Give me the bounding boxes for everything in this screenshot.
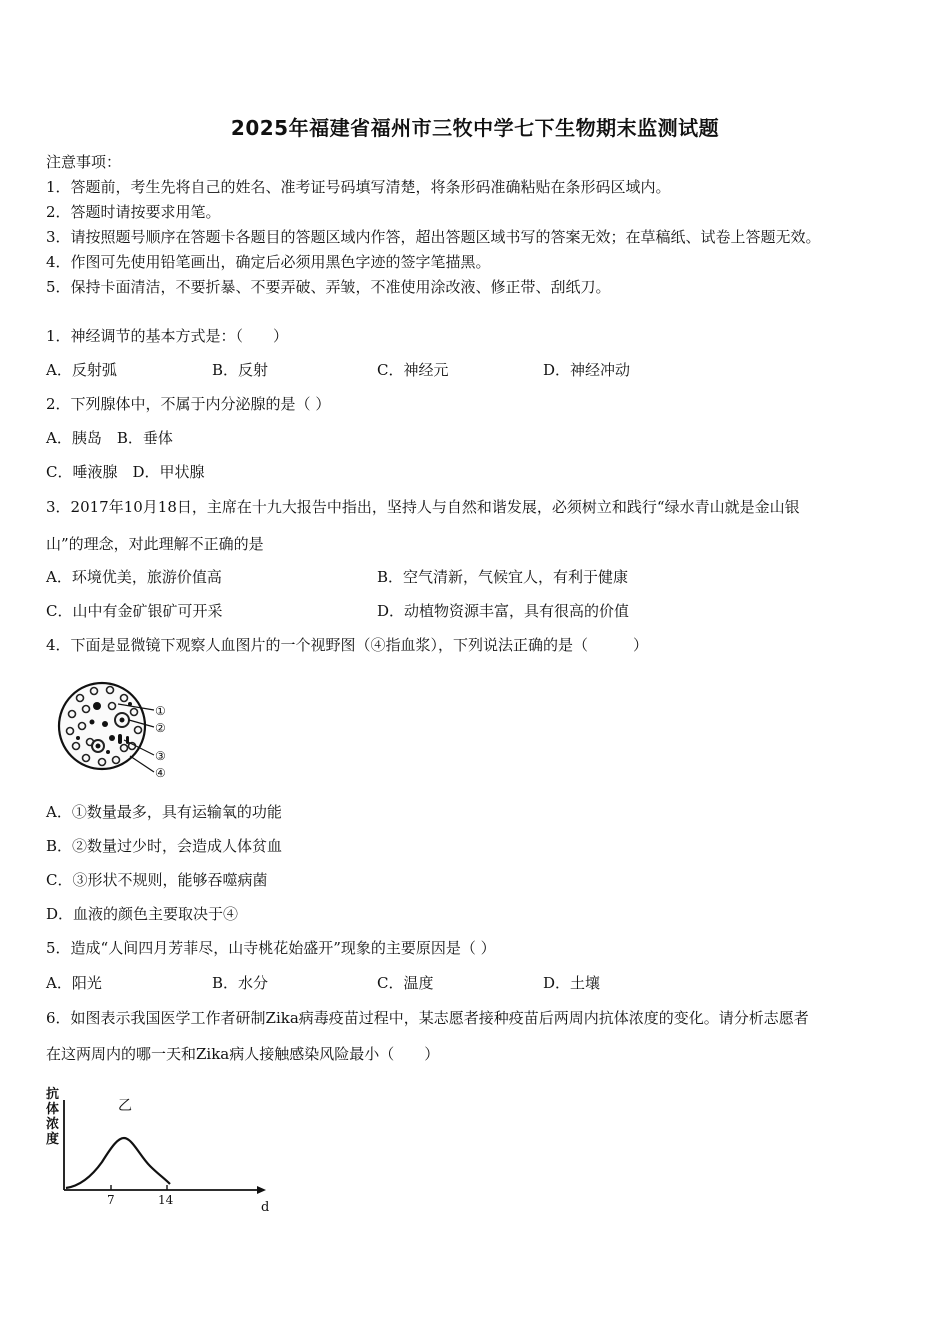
chart-ylabel-char: 度 (46, 1132, 60, 1147)
question-2-options-row1: A．胰岛 B．垂体 (46, 429, 173, 447)
question-2-options-row2: C．唾液腺 D．甲状腺 (46, 463, 205, 481)
chart-x-arrow (257, 1186, 266, 1194)
question-3-stem-line1: 3．2017年10月18日，主席在十九大报告中指出，坚持人与自然和谐发展，必须树立和践行“绿水青山就是金山银 (46, 498, 800, 516)
figure-label-1: ① (155, 704, 166, 718)
notice-item: 4．作图可先使用铅笔画出，确定后必须用黑色字迹的签字笔描黑。 (46, 253, 491, 271)
chart-x-tick-7: 7 (107, 1193, 115, 1207)
blood-smear-figure (52, 676, 182, 786)
question-5-stem: 5．造成“人间四月芳菲尽，山寺桃花始盛开”现象的主要原因是（ ） (46, 939, 496, 957)
question-1-option-a: A．反射弧 (46, 361, 117, 379)
question-1-option-d: D．神经冲动 (543, 361, 631, 379)
question-3-stem-line2: 山”的理念，对此理解不正确的是 (46, 535, 264, 553)
chart-x-tick-14: 14 (158, 1193, 174, 1207)
question-5-option-d: D．土壤 (543, 974, 601, 992)
question-5-option-a: A．阳光 (46, 974, 102, 992)
antibody-chart (40, 1080, 275, 1215)
question-6-stem-line1: 6．如图表示我国医学工作者研制Zika病毒疫苗过程中，某志愿者接种疫苗后两周内抗体浓度的变化。请分析志愿者 (46, 1009, 809, 1027)
chart-ylabel-char: 抗 (46, 1087, 60, 1102)
figure-label-4: ④ (155, 766, 166, 780)
question-1-option-b: B．反射 (212, 361, 269, 379)
question-4-option-a: A．①数量最多，具有运输氧的功能 (46, 803, 282, 821)
figure-label-2: ② (155, 721, 166, 735)
notice-item: 1．答题前，考生先将自己的姓名、准考证号码填写清楚，将条形码准确粘贴在条形码区域内。 (46, 178, 671, 196)
question-1-option-c: C．神经元 (377, 361, 449, 379)
notice-item: 5．保持卡面清洁，不要折暴、不要弄破、弄皱，不准使用涂改液、修正带、刮纸刀。 (46, 278, 611, 296)
question-3-option-d: D．动植物资源丰富，具有很高的价值 (377, 602, 630, 620)
question-5-option-b: B．水分 (212, 974, 269, 992)
question-5-option-c: C．温度 (377, 974, 434, 992)
question-4-option-d: D．血液的颜色主要取决于④ (46, 905, 239, 923)
question-3-option-a: A．环境优美，旅游价值高 (46, 568, 222, 586)
question-1-stem: 1．神经调节的基本方式是：（ ） (46, 327, 289, 345)
chart-antibody-curve (66, 1138, 170, 1188)
question-3-option-b: B．空气清新，气候宜人，有利于健康 (377, 568, 629, 586)
chart-xlabel: d (261, 1200, 270, 1215)
question-4-option-c: C．③形状不规则，能够吞噬病菌 (46, 871, 268, 889)
question-2-stem: 2．下列腺体中，不属于内分泌腺的是（ ） (46, 395, 331, 413)
notice-item: 2．答题时请按要求用笔。 (46, 203, 221, 221)
question-4-stem: 4．下面是显微镜下观察人血图片的一个视野图（④指血浆），下列说法正确的是（ ） (46, 636, 649, 654)
question-6-stem-line2: 在这两周内的哪一天和Zika病人接触感染风险最小（ ） (46, 1045, 440, 1063)
figure-label-3: ③ (155, 749, 166, 763)
page-title: 2025年福建省福州市三牧中学七下生物期末监测试题 (230, 116, 720, 140)
chart-ylabel-char: 浓 (46, 1117, 60, 1132)
notice-item: 3．请按照题号顺序在答题卡各题目的答题区域内作答，超出答题区域书写的答案无效；在草稿纸、试卷上答题无效。 (46, 228, 821, 246)
notice-heading: 注意事项： (46, 153, 122, 171)
question-3-option-c: C．山中有金矿银矿可开采 (46, 602, 223, 620)
chart-curve-label: 乙 (118, 1098, 132, 1114)
question-4-option-b: B．②数量过少时，会造成人体贫血 (46, 837, 283, 855)
chart-ylabel-char: 体 (46, 1102, 60, 1117)
